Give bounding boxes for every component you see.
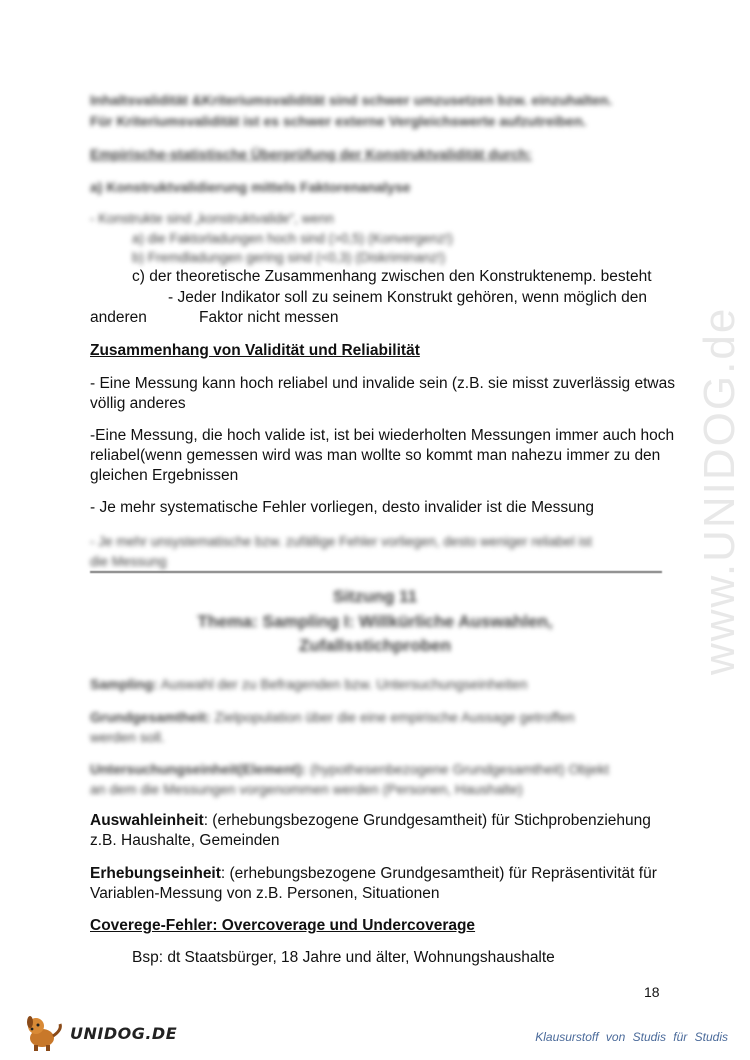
definition-term: Auswahleinheit bbox=[90, 812, 204, 829]
blurred-heading: Empirische-statistische Überprüfung der Konstruktvalidität durch: bbox=[90, 146, 532, 162]
dog-icon bbox=[22, 1012, 68, 1052]
definition-text: an dem die Messungen vorgenommen werden (Personen, Haushalte) bbox=[90, 781, 523, 797]
definition-text: Variablen-Messung von z.B. Personen, Situationen bbox=[90, 885, 440, 902]
list-item-c: c) der theoretische Zusammenhang zwischen den Konstruktenemp. besteht bbox=[132, 268, 652, 285]
definition-sampling bbox=[90, 674, 527, 695]
blurred-line: - Je mehr unsystematische bzw. zufällige Fehler vorliegen, desto weniger reliabel ist bbox=[90, 534, 592, 549]
definition-text: : (erhebungsbezogene Grundgesamtheit) für Stichprobenziehung bbox=[203, 812, 651, 829]
definition-text: Auswahl der zu Befragenden bzw. Untersuchungseinheiten bbox=[160, 676, 528, 692]
paragraph-line: völlig anderes bbox=[90, 395, 186, 412]
blurred-line: die Messung bbox=[90, 554, 167, 569]
section-heading: Coverege-Fehler: Overcoverage und Undercoverage bbox=[90, 917, 476, 934]
definition-erhebungseinheit bbox=[90, 863, 657, 884]
definition-text: : (erhebungsbezogene Grundgesamtheit) für Repräsentivität für bbox=[220, 865, 657, 882]
list-item-c-sub: Faktor nicht messen bbox=[199, 309, 339, 326]
session-theme: Thema: Sampling I: Willkürliche Auswahlen, bbox=[197, 612, 553, 631]
section-heading: Zusammenhang von Validität und Reliabilität bbox=[90, 342, 420, 359]
definition-auswahleinheit bbox=[90, 810, 651, 831]
list-item-c-sub: anderen bbox=[90, 309, 147, 326]
definition-text: (hypothesenbezogene Grundgesamtheit) Objekt bbox=[310, 761, 609, 777]
definition-term: Grundgesamtheit: bbox=[90, 709, 211, 725]
definition-untersuchungseinheit bbox=[90, 759, 609, 780]
blurred-line: b) Fremdladungen gering sind (<0,3) (Diskriminanz!) bbox=[132, 250, 446, 265]
definition-grundgesamtheit bbox=[90, 707, 575, 728]
session-title: Sitzung 11 bbox=[332, 587, 418, 606]
paragraph-line: reliabel(wenn gemessen wird was man wollte so kommt man nahezu immer zu den bbox=[90, 447, 661, 464]
page-number: 18 bbox=[644, 984, 660, 1000]
logo-text: UNIDOG.DE bbox=[70, 1024, 178, 1043]
blurred-line: - Konstrukte sind „konstruktvalide“, wenn bbox=[90, 211, 334, 226]
definition-text: Zielpopulation über die eine empirische Aussage getroffen bbox=[214, 709, 575, 725]
paragraph-line: - Je mehr systematische Fehler vorliegen, desto invalider ist die Messung bbox=[90, 499, 594, 516]
unidog-logo[interactable] bbox=[22, 1012, 182, 1052]
watermark: www.UNIDOG.de bbox=[695, 306, 744, 675]
session-theme: Zufallsstichproben bbox=[298, 636, 452, 655]
paragraph-line: - Eine Messung kann hoch reliabel und invalide sein (z.B. sie misst zuverlässig etwas bbox=[90, 375, 675, 392]
paragraph-line: gleichen Ergebnissen bbox=[90, 467, 239, 484]
blurred-line: a) die Faktorladungen hoch sind (>0,5) (Konvergenz!) bbox=[132, 231, 453, 246]
definition-text: z.B. Haushalte, Gemeinden bbox=[90, 832, 280, 849]
definition-term: Erhebungseinheit bbox=[90, 865, 221, 882]
paragraph-line: -Eine Messung, die hoch valide ist, ist bei wiederholten Messungen immer auch hoch bbox=[90, 427, 675, 444]
definition-text: werden soll. bbox=[90, 729, 165, 745]
definition-term: Sampling: bbox=[90, 676, 158, 692]
example-line: Bsp: dt Staatsbürger, 18 Jahre und älter, Wohnungshaushalte bbox=[132, 949, 555, 966]
definition-term: Untersuchungseinheit(Element): bbox=[90, 761, 307, 777]
footer-tagline: Klausurstoff von Studis für Studis bbox=[535, 1030, 728, 1044]
list-item-c-sub: - Jeder Indikator soll zu seinem Konstrukt gehören, wenn möglich den bbox=[168, 289, 648, 306]
blurred-subheading: a) Konstruktvalidierung mittels Faktorenanalyse bbox=[90, 179, 411, 195]
blurred-line: Inhaltsvalidität &Kriteriumsvalidität sind schwer umzusetzen bzw. einzuhalten. bbox=[90, 92, 613, 108]
section-divider bbox=[90, 571, 662, 573]
blurred-line: Für Kriteriumsvalidität ist es schwer externe Vergleichswerte aufzutreiben. bbox=[90, 113, 587, 129]
